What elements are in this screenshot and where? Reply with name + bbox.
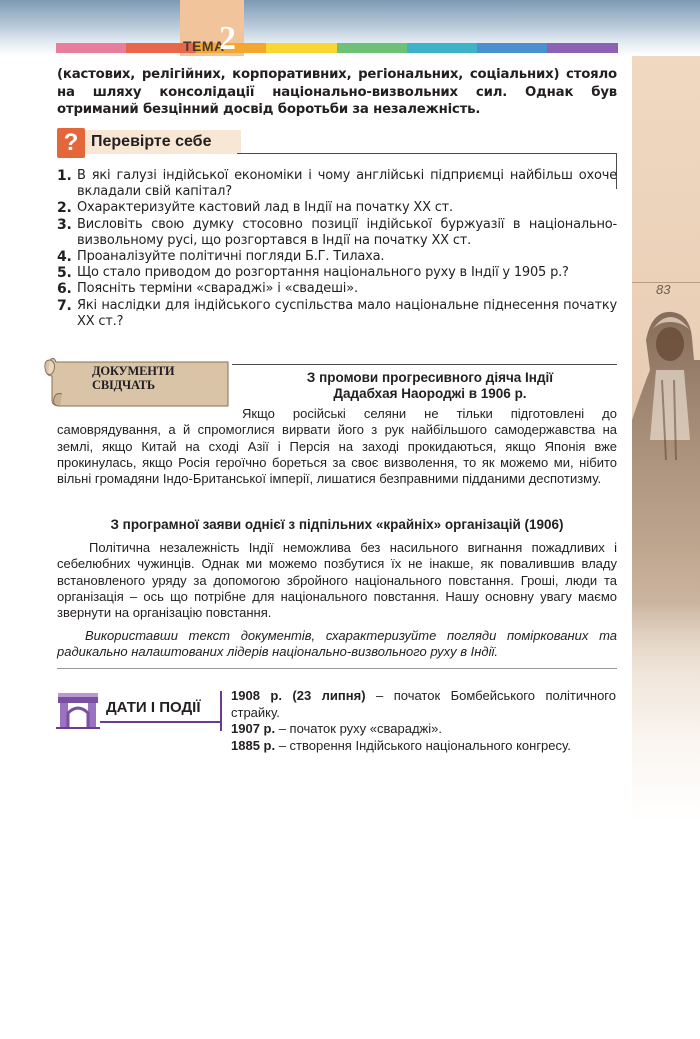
date-item xyxy=(231,738,616,755)
question-item xyxy=(57,265,617,281)
color-stripe xyxy=(547,43,618,53)
dates-divider xyxy=(220,691,222,731)
doc1-title xyxy=(250,370,610,401)
date-item xyxy=(231,688,616,721)
task-rule xyxy=(57,668,617,669)
intro-paragraph: (кастових, релігійних, корпоративних, регіональних, соціальних) стояло на шляху консолідації національно-визвольних сил. Однак був отриманий безцінний досвід боротьби за незалежність. xyxy=(57,67,617,117)
date-year: 1908 р. (23 липня) xyxy=(231,688,366,703)
question-text: Поясніть терміни «свараджі» і «свадеші». xyxy=(77,281,358,297)
documents-label-line1: ДОКУМЕНТИ xyxy=(92,364,175,378)
question-icon: ? xyxy=(57,128,85,158)
question-number: 4. xyxy=(57,249,72,266)
topic-number: 2 xyxy=(219,20,236,57)
historical-photo xyxy=(632,300,700,700)
doc2-text: Політична незалежність Індії неможлива без насильного вигнання пожадливих і себелюбних чужинців. Однак ми можемо позбутися їх не інакше, як повалившив владу встановленого уряду за допомогою збройного національного повстання. Гроші, люди та організація – ось що потрібне для національного повстання. Нашу основну увагу маємо звернути на організацію повстання. xyxy=(57,540,617,621)
question-item xyxy=(57,298,617,330)
question-number: 7. xyxy=(57,297,72,314)
question-item xyxy=(57,200,617,216)
question-text: Охарактеризуйте кастовий лад в Індії на початку XX ст. xyxy=(77,200,453,216)
question-number: 3. xyxy=(57,216,72,233)
question-item xyxy=(57,217,617,249)
documents-rule xyxy=(232,364,617,365)
question-item xyxy=(57,281,617,297)
question-number: 5. xyxy=(57,265,72,282)
question-text: Висловіть свою думку стосовно позиції індійської буржуазії в національно-визвольному русі, що розгортався в Індії на початку XX ст. xyxy=(77,216,617,248)
documents-task: Використавши текст документів, схарактеризуйте погляди поміркованих та радикально налаштованих лідерів національно-визвольного руху в Індії. xyxy=(57,628,617,660)
color-stripe xyxy=(266,43,337,53)
question-item xyxy=(57,249,617,265)
page-number: 83 xyxy=(656,282,671,297)
question-number: 2. xyxy=(57,200,72,217)
date-text: – початок руху «свараджі». xyxy=(275,721,442,736)
question-number: 1. xyxy=(57,168,72,184)
check-yourself-title: Перевірте себе xyxy=(85,130,241,154)
date-text: – початок Бомбейського політичного страйку. xyxy=(231,688,616,720)
doc2-title: З програмної заяви однієї з підпільних «крайніх» організацій (1906) xyxy=(110,517,564,532)
question-text: Які наслідки для індійського суспільства мало національне піднесення початку XX ст.? xyxy=(77,297,617,329)
question-text: Що стало приводом до розгортання національного руху в Індії у 1905 р.? xyxy=(77,265,569,281)
documents-label xyxy=(92,364,174,392)
color-stripe xyxy=(407,43,478,53)
color-stripe xyxy=(337,43,408,53)
date-year: 1885 р. xyxy=(231,737,276,753)
question-list xyxy=(57,168,617,330)
documents-label-line2: СВІДЧАТЬ xyxy=(92,378,155,392)
question-number: 6. xyxy=(57,281,72,298)
doc1-title-line2: Дадабхая Наороджі в 1906 р. xyxy=(333,385,527,401)
dates-list xyxy=(231,688,616,754)
doc1-title-line1: З промови прогресивного діяча Індії xyxy=(306,370,554,385)
date-text: – створення Індійського національного конгресу. xyxy=(275,737,571,753)
section-rule xyxy=(237,153,617,154)
question-item xyxy=(57,168,617,200)
color-stripe xyxy=(56,43,127,53)
dates-title: ДАТИ І ПОДІЇ xyxy=(106,699,201,716)
question-text: В які галузі індійської економіки і чому англійські підприємці найбільш охоче вкладали свій капітал? xyxy=(77,168,617,200)
date-year: 1907 р. xyxy=(231,721,276,736)
check-yourself-header xyxy=(57,128,237,158)
question-text: Проаналізуйте політичні погляди Б.Г. Тилаха. xyxy=(77,249,385,265)
doc1-text: Якщо російські селяни не тільки підготовлені до самоврядування, а й спромоглися вирвати його з рук найбільшого самодержавства на землі, якщо Китай на сході Азії і Персія на заході прокидаються, якщо Японія вже прокинулась, якщо Росія героїчно бореться за своє визволення, то як можемо ми, нібито вільні громадяни Індо-Британської імперії, лишатися безправними підданими деспотизму. xyxy=(57,406,617,487)
date-item xyxy=(231,721,616,738)
topic-label: ТЕМА xyxy=(183,38,225,54)
color-stripe xyxy=(477,43,548,53)
arch-icon xyxy=(56,691,100,729)
